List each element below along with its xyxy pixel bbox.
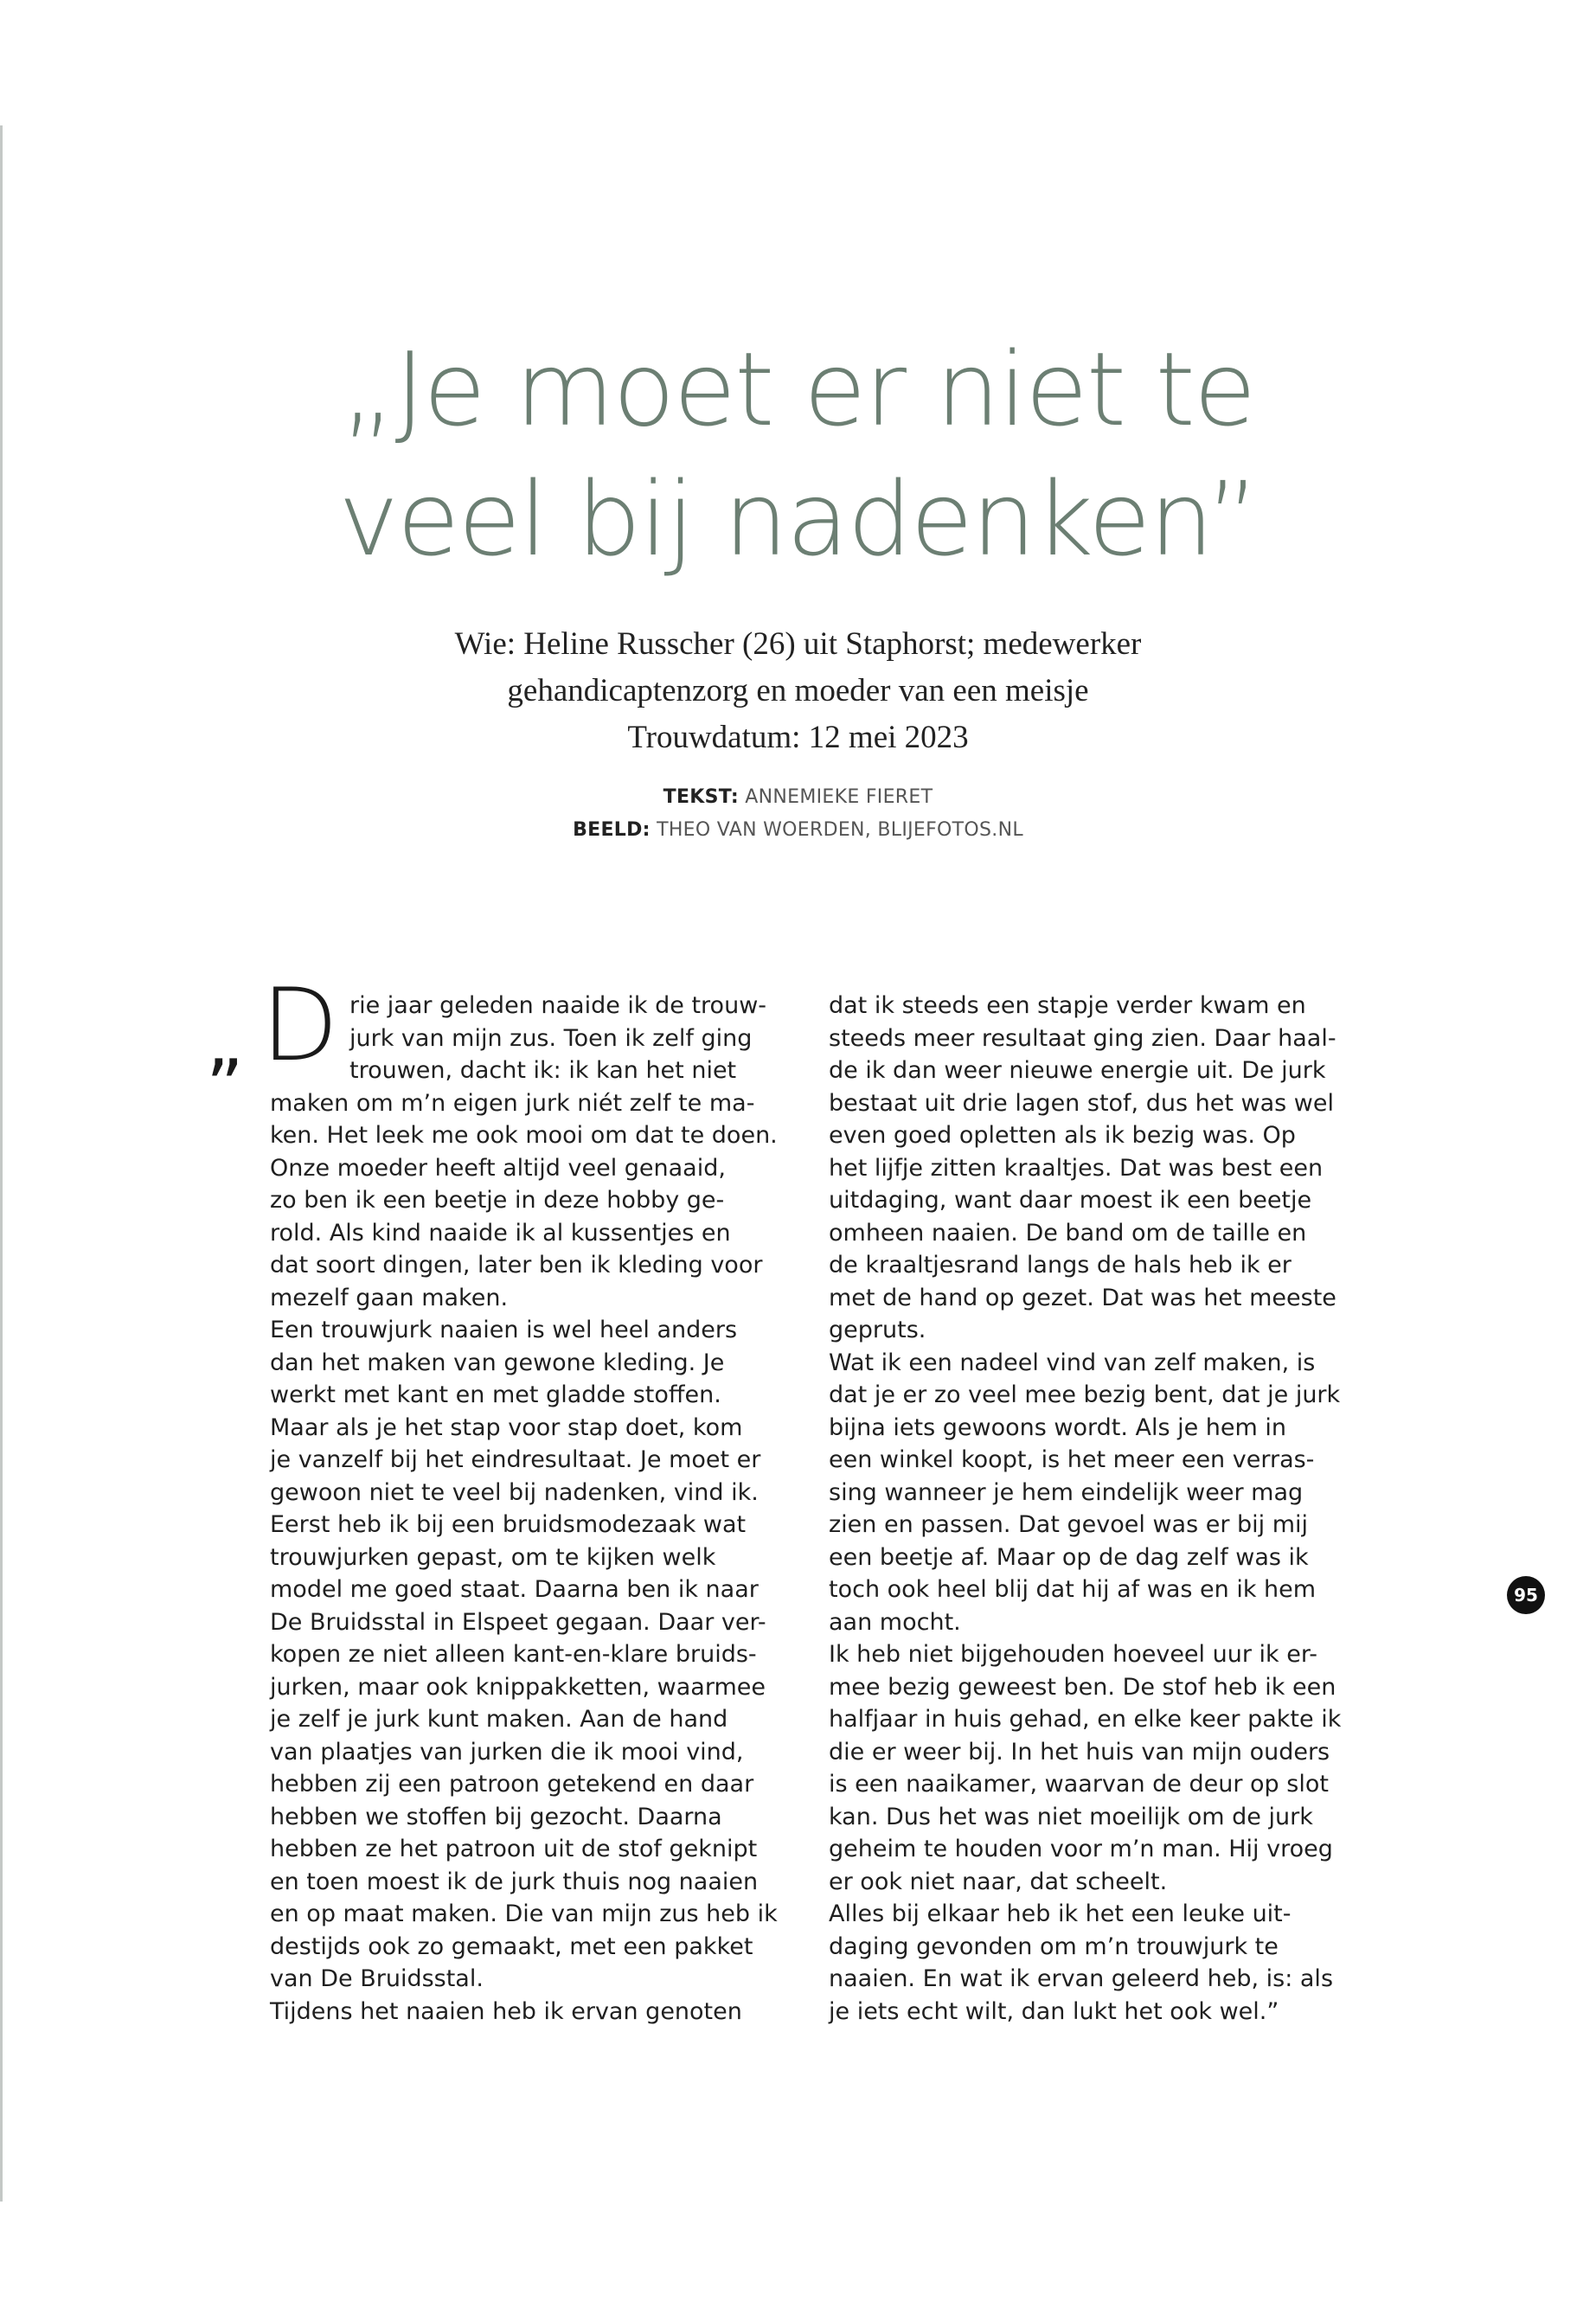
body-line: zien en passen. Dat gevoel was er bij mij: [829, 1511, 1309, 1538]
body-line: bijna iets gewoons wordt. Als je hem in: [829, 1413, 1287, 1441]
body-line: van plaatjes van jurken die ik mooi vind,: [270, 1738, 744, 1766]
body-line: toch ook heel blij dat hij af was en ik hem: [829, 1576, 1317, 1603]
body-line: Ik heb niet bijgehouden hoeveel uur ik er-: [829, 1641, 1317, 1668]
body-line: mezelf gaan maken.: [270, 1284, 509, 1311]
body-line: Wat ik een nadeel vind van zelf maken, is: [829, 1349, 1316, 1376]
body-line: de kraaltjesrand langs de hals heb ik er: [829, 1252, 1292, 1279]
body-line: Alles bij elkaar heb ik het een leuke uit-: [829, 1900, 1292, 1927]
body-line: ken. Het leek me ook mooi om dat te doen.: [270, 1122, 778, 1149]
body-line: de ik dan weer nieuwe energie uit. De jurk: [829, 1057, 1326, 1084]
body-line: maken om m’n eigen jurk niét zelf te ma-: [270, 1089, 755, 1117]
body-line: Eerst heb ik bij een bruidsmodezaak wat: [270, 1511, 747, 1538]
article-credits: [0, 781, 1596, 847]
body-line: jurken, maar ook knippakketten, waarmee: [270, 1673, 766, 1701]
body-line: gepruts.: [829, 1317, 926, 1343]
page-number-badge: 95: [1507, 1576, 1545, 1614]
body-line: rie jaar geleden naaide ik de trouw-: [349, 992, 767, 1019]
body-line: gewoon niet te veel bij nadenken, vind ik.: [270, 1478, 759, 1506]
body-line: Onze moeder heeft altijd veel genaaid,: [270, 1154, 726, 1182]
body-line: dat soort dingen, later ben ik kleding voor: [270, 1252, 763, 1279]
body-line: De Bruidsstal in Elspeet gegaan. Daar ver-: [270, 1608, 766, 1636]
credit-image-value: THEO VAN WOERDEN, BLIJEFOTOS.NL: [657, 819, 1023, 841]
opening-quote-mark: „: [206, 1000, 244, 1085]
body-line: met de hand op gezet. Dat was het meeste: [829, 1284, 1336, 1311]
body-line: dat je er zo veel mee bezig bent, dat je jurk: [829, 1381, 1341, 1408]
credit-text: [0, 781, 1596, 814]
body-line: destijds ook zo gemaakt, met een pakket: [270, 1932, 753, 1960]
credit-text-label: TEKST:: [663, 786, 739, 808]
body-line: bestaat uit drie lagen stof, dus het was wel: [829, 1089, 1334, 1117]
article-title: [0, 324, 1596, 584]
body-line: kopen ze niet alleen kant-en-klare bruids-: [270, 1641, 757, 1668]
title-line-1: „Je moet er niet te: [341, 330, 1255, 449]
body-line: omheen naaien. De band om de taille en: [829, 1219, 1307, 1247]
article-subtitle: [0, 621, 1596, 761]
body-line: rold. Als kind naaide ik al kussentjes en: [270, 1219, 731, 1247]
body-line: kan. Dus het was niet moeilijk om de jurk: [829, 1803, 1313, 1830]
body-line: model me goed staat. Daarna ben ik naar: [270, 1576, 759, 1603]
body-line: zo ben ik een beetje in deze hobby ge-: [270, 1187, 725, 1214]
subtitle-occupation: gehandicaptenzorg en moeder van een meisje: [507, 673, 1089, 708]
subtitle-wedding-date: Trouwdatum: 12 mei 2023: [627, 720, 969, 755]
body-line: sing wanneer je hem eindelijk weer mag: [829, 1478, 1304, 1506]
body-line: van De Bruidsstal.: [270, 1965, 484, 1992]
body-line: het lijfje zitten kraaltjes. Dat was best een: [829, 1154, 1324, 1182]
credit-image: [0, 814, 1596, 847]
body-line: hebben zij een patroon getekend en daar: [270, 1771, 754, 1798]
body-line: even goed opletten als ik bezig was. Op: [829, 1122, 1296, 1149]
body-line: dan het maken van gewone kleding. Je: [270, 1349, 725, 1376]
body-line: halfjaar in huis gehad, en elke keer pakte ik: [829, 1706, 1342, 1733]
body-line: die er weer bij. In het huis van mijn ouders: [829, 1738, 1330, 1766]
body-column-right: [829, 990, 1341, 2028]
body-line: je vanzelf bij het eindresultaat. Je moet er: [270, 1446, 761, 1473]
body-line: een beetje af. Maar op de dag zelf was ik: [829, 1543, 1309, 1571]
body-line: mee bezig geweest ben. De stof heb ik een: [829, 1673, 1336, 1701]
credit-image-label: BEELD:: [573, 819, 651, 841]
body-line: daging gevonden om m’n trouwjurk te: [829, 1932, 1279, 1960]
body-line: er ook niet naar, dat scheelt.: [829, 1868, 1168, 1895]
body-line: werkt met kant en met gladde stoffen.: [270, 1381, 721, 1408]
body-line: naaien. En wat ik ervan geleerd heb, is: als: [829, 1965, 1334, 1992]
body-line: trouwen, dacht ik: ik kan het niet: [349, 1057, 737, 1084]
body-line: je iets echt wilt, dan lukt het ook wel.”: [829, 1997, 1279, 2025]
body-line: en toen moest ik de jurk thuis nog naaien: [270, 1868, 759, 1895]
body-line: trouwjurken gepast, om te kijken welk: [270, 1543, 716, 1571]
body-line: uitdaging, want daar moest ik een beetje: [829, 1187, 1312, 1214]
body-line: je zelf je jurk kunt maken. Aan de hand: [270, 1706, 728, 1733]
drop-cap: D: [261, 967, 339, 1084]
subtitle-who: Wie: Heline Russcher (26) uit Staphorst; medewerker: [454, 626, 1142, 662]
body-line: Een trouwjurk naaien is wel heel anders: [270, 1317, 738, 1343]
body-line: en op maat maken. Die van mijn zus heb ik: [270, 1900, 778, 1927]
body-line: hebben ze het patroon uit de stof geknipt: [270, 1836, 758, 1862]
body-line: Maar als je het stap voor stap doet, kom: [270, 1413, 743, 1441]
body-line: dat ik steeds een stapje verder kwam en: [829, 992, 1306, 1019]
body-line: geheim te houden voor m’n man. Hij vroeg: [829, 1836, 1333, 1862]
body-line: jurk van mijn zus. Toen ik zelf ging: [349, 1024, 753, 1052]
body-column-left: [270, 990, 778, 2028]
body-line: is een naaikamer, waarvan de deur op slot: [829, 1771, 1329, 1798]
body-line: hebben we stoffen bij gezocht. Daarna: [270, 1803, 722, 1830]
body-line: een winkel koopt, is het meer een verras-: [829, 1446, 1315, 1473]
body-line: steeds meer resultaat ging zien. Daar haal-: [829, 1024, 1336, 1052]
credit-text-value: ANNEMIEKE FIERET: [745, 786, 933, 808]
body-line: aan mocht.: [829, 1608, 961, 1636]
body-line: Tijdens het naaien heb ik ervan genoten: [270, 1997, 742, 2025]
title-line-2: veel bij nadenken”: [338, 459, 1258, 579]
